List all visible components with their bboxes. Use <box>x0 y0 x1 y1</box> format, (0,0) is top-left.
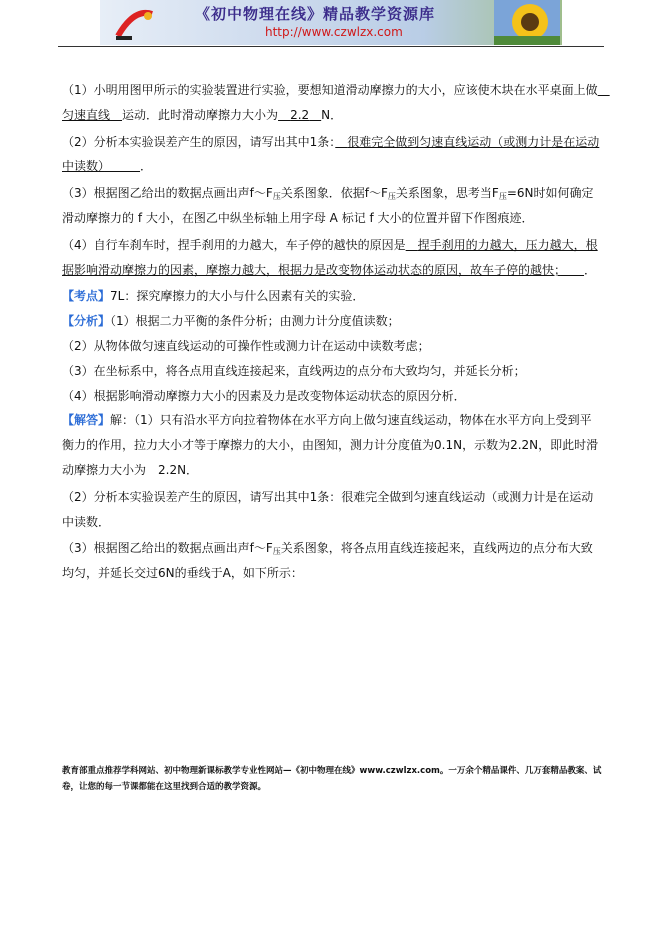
fenxi-line-1: 【分析】（1）根据二力平衡的条件分析；由测力计分度值读数； <box>62 314 400 329</box>
fenxi-line-3: （3）在坐标系中，将各点用直线连接起来，直线两边的点分布大致均匀，并延长分析； <box>62 363 526 378</box>
banner-title: 《初中物理在线》精品教学资源库 <box>195 5 436 23</box>
kaodian-line: 【考点】7L：探究摩擦力的大小与什么因素有关的实验． <box>62 289 365 304</box>
banner-url[interactable]: http://www.czwlzx.com <box>265 25 403 39</box>
site-logo-icon <box>108 4 160 42</box>
jieda-line-2: （2）分析本实验误差产生的原因，请写出其中1条：很难完全做到匀速直线运动（或测力计是在运动中读数． <box>62 489 594 529</box>
question-2: （2）分析本实验误差产生的原因，请写出其中1条： 很难完全做到匀速直线运动（或测力计是在运动中读数） ． <box>62 134 600 174</box>
answer-friction-value: 2.2 <box>290 107 310 122</box>
header-rule <box>58 46 604 47</box>
fenxi-line-2: （2）从物体做匀速直线运动的可操作性或测力计在运动中读数考虑； <box>62 338 430 353</box>
question-3: （3）根据图乙给出的数据点画出声$f\sim F_压$关系图象．依据$f\sim F_压$关系图象，思考当$F_压=6N$时如何确定滑动摩擦力的 f 大小，在图乙中纵坐标轴上用字母 A 标记 f 大小的位置并留下作图痕迹． <box>62 186 594 225</box>
fenxi-tag: 【分析】 <box>62 314 111 329</box>
document-body <box>62 78 602 586</box>
jieda-tag: 【解答】 <box>62 413 111 428</box>
question-1: （1）小明用图甲所示的实验装置进行实验，要想知道滑动摩擦力的大小，应该使木块在水平桌面上做 匀速直线 运动．此时滑动摩擦力大小为 2.2 N． <box>62 78 602 128</box>
question-4: （4）自行车刹车时，捏手刹用的力越大，车子停的越快的原因是 捏手刹用的力越大，压力越大，根据影响滑动摩擦力的因素，摩擦力越大，根据力是改变物体运动状态的原因，故车子停的越快； ． <box>62 237 598 277</box>
answer-error-cause: 很难完全做到匀速直线运动（或测力计是在运动中读数） <box>62 134 600 174</box>
jieda-line-3: （3）根据图乙给出的数据点画出声$f\sim F_压$关系图象，将各点用直线连接起来，直线两边的点分布大致均匀，并延长交过6N的垂线于A，如下所示： <box>62 541 593 581</box>
sunflower-icon <box>494 0 560 45</box>
jieda-line-1: 【解答】解：（1）只有沿水平方向拉着物体在水平方向上做匀速直线运动，物体在水平方向上受到平衡力的作用，拉力大小才等于摩擦力的大小，由图知，测力计分度值为0.1N，示数为2.2N，即此时滑动摩擦力大小为 2.2N． <box>62 413 599 477</box>
header-banner <box>100 0 562 45</box>
answer-uniform-motion: 匀速直线 <box>62 107 111 122</box>
footer-text: 教育部重点推荐学科网站、初中物理新课标教学专业性网站—《初中物理在线》www.czwlzx.com。一万余个精品课件、几万套精品教案、试卷，让您的每一节课都能在这里找到合适的教学资源。 <box>62 766 602 792</box>
kaodian-tag: 【考点】 <box>62 289 111 304</box>
answer-brake-reason: 捏手刹用的力越大，压力越大，根据影响滑动摩擦力的因素，摩擦力越大，根据力是改变物体运动状态的原因，故车子停的越快； <box>62 237 598 277</box>
fenxi-line-4: （4）根据影响滑动摩擦力大小的因素及力是改变物体运动状态的原因分析． <box>62 388 466 403</box>
